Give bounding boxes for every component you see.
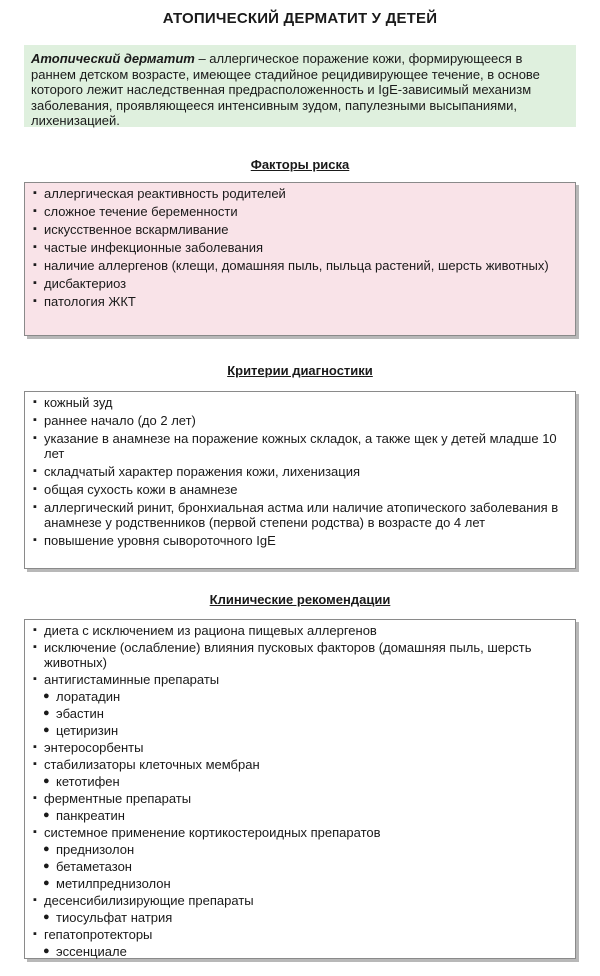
square-bullet-icon: ▪ (33, 501, 37, 513)
square-bullet-icon: ▪ (33, 396, 37, 408)
list-subitem: ● бетаметазон (43, 859, 132, 874)
round-bullet-icon: ● (43, 775, 50, 787)
square-bullet-icon: ▪ (33, 826, 37, 838)
square-bullet-icon: ▪ (33, 641, 37, 653)
round-bullet-icon: ● (43, 860, 50, 872)
square-bullet-icon: ▪ (33, 534, 37, 546)
square-bullet-icon: ▪ (33, 241, 37, 253)
square-bullet-icon: ▪ (33, 465, 37, 477)
list-item: ▪ аллергический ринит, бронхиальная астма или наличие атопического заболевания в анамнезе у родственников (первой степени родства) в возрасте до 4 лет (33, 500, 559, 530)
list-item: ▪ общая сухость кожи в анамнезе (33, 482, 238, 497)
page-title: АТОПИЧЕСКИЙ ДЕРМАТИТ У ДЕТЕЙ (162, 10, 438, 27)
round-bullet-icon: ● (43, 877, 50, 889)
square-bullet-icon: ▪ (33, 187, 37, 199)
square-bullet-icon: ▪ (33, 223, 37, 235)
definition-box (24, 45, 576, 127)
risk-factors-list (32, 186, 569, 309)
square-bullet-icon: ▪ (33, 205, 37, 217)
square-bullet-icon: ▪ (33, 792, 37, 804)
square-bullet-icon: ▪ (33, 483, 37, 495)
list-subitem: ● эссенциале (43, 944, 127, 959)
list-item: ▪ аллергическая реактивность родителей (33, 186, 286, 201)
list-subitem: ● тиосульфат натрия (43, 910, 173, 925)
list-item: ▪ раннее начало (до 2 лет) (33, 413, 196, 428)
risk-factors-panel (24, 182, 576, 336)
list-item: ▪ наличие аллергенов (клещи, домашняя пыль, пыльца растений, шерсть животных) (33, 258, 549, 273)
square-bullet-icon: ▪ (33, 432, 37, 444)
diagnostic-criteria-title: Критерии диагностики (227, 363, 373, 378)
list-item: ▪ исключение (ослабление) влияния пусковых факторов (домашняя пыль, шерсть животных) (33, 640, 532, 670)
definition-term: Атопический дерматит (31, 51, 195, 66)
list-item: ▪ дисбактериоз (33, 276, 127, 291)
square-bullet-icon: ▪ (33, 277, 37, 289)
square-bullet-icon: ▪ (33, 259, 37, 271)
diagnostic-criteria-list (32, 395, 569, 548)
square-bullet-icon: ▪ (33, 624, 37, 636)
risk-factors-title: Факторы риска (250, 157, 350, 172)
list-subitem: ● эбастин (43, 706, 104, 721)
square-bullet-icon: ▪ (33, 673, 37, 685)
list-subitem: ● лоратадин (43, 689, 121, 704)
round-bullet-icon: ● (43, 911, 50, 923)
list-item: ▪ диета с исключением из рациона пищевых аллергенов (33, 623, 377, 638)
list-item: ▪ указание в анамнезе на поражение кожных складок, а также щек у детей младше 10 лет (33, 431, 557, 461)
round-bullet-icon: ● (43, 724, 50, 736)
list-item: ▪ сложное течение беременности (33, 204, 238, 219)
round-bullet-icon: ● (43, 690, 50, 702)
list-item: ▪ ферментные препараты (33, 791, 192, 806)
diagnostic-criteria-panel (24, 391, 576, 569)
list-subitem: ● панкреатин (43, 808, 125, 823)
clinical-recommendations-title: Клинические рекомендации (209, 592, 391, 607)
list-item: ▪ антигистаминные препараты (33, 672, 220, 687)
square-bullet-icon: ▪ (33, 295, 37, 307)
list-item: ▪ складчатый характер поражения кожи, лихенизация (33, 464, 361, 479)
round-bullet-icon: ● (43, 809, 50, 821)
list-item: ▪ повышение уровня сывороточного IgE (33, 533, 276, 548)
round-bullet-icon: ● (43, 945, 50, 957)
list-item: ▪ системное применение кортикостероидных препаратов (33, 825, 381, 840)
list-subitem: ● преднизолон (43, 842, 135, 857)
clinical-recommendations-panel (24, 619, 576, 959)
list-item: ▪ гепатопротекторы (33, 927, 153, 942)
square-bullet-icon: ▪ (33, 758, 37, 770)
round-bullet-icon: ● (43, 707, 50, 719)
list-item: ▪ частые инфекционные заболевания (33, 240, 264, 255)
square-bullet-icon: ▪ (33, 741, 37, 753)
square-bullet-icon: ▪ (33, 414, 37, 426)
list-item: ▪ патология ЖКТ (33, 294, 136, 309)
square-bullet-icon: ▪ (33, 928, 37, 940)
list-item: ▪ десенсибилизирующие препараты (33, 893, 254, 908)
list-item: ▪ стабилизаторы клеточных мембран (33, 757, 260, 772)
list-item: ▪ энтеросорбенты (33, 740, 144, 755)
list-item: ▪ кожный зуд (33, 395, 113, 410)
list-subitem: ● метилпреднизолон (43, 876, 171, 891)
definition-text: – аллергическое поражение кожи, формирующееся в раннем детском возрасте, имеющее стадийное рецидивирующее течение, в основе которого лежит наследственная предрасположенность и IgE-зависимый механизм заболевания, проявляющееся интенсивным зудом, папулезными высыпаниями, лихенизацией. (31, 51, 540, 128)
square-bullet-icon: ▪ (33, 894, 37, 906)
list-subitem: ● цетиризин (43, 723, 119, 738)
list-item: ▪ искусственное вскармливание (33, 222, 229, 237)
list-subitem: ● кетотифен (43, 774, 120, 789)
round-bullet-icon: ● (43, 843, 50, 855)
clinical-recommendations-list (32, 623, 569, 959)
